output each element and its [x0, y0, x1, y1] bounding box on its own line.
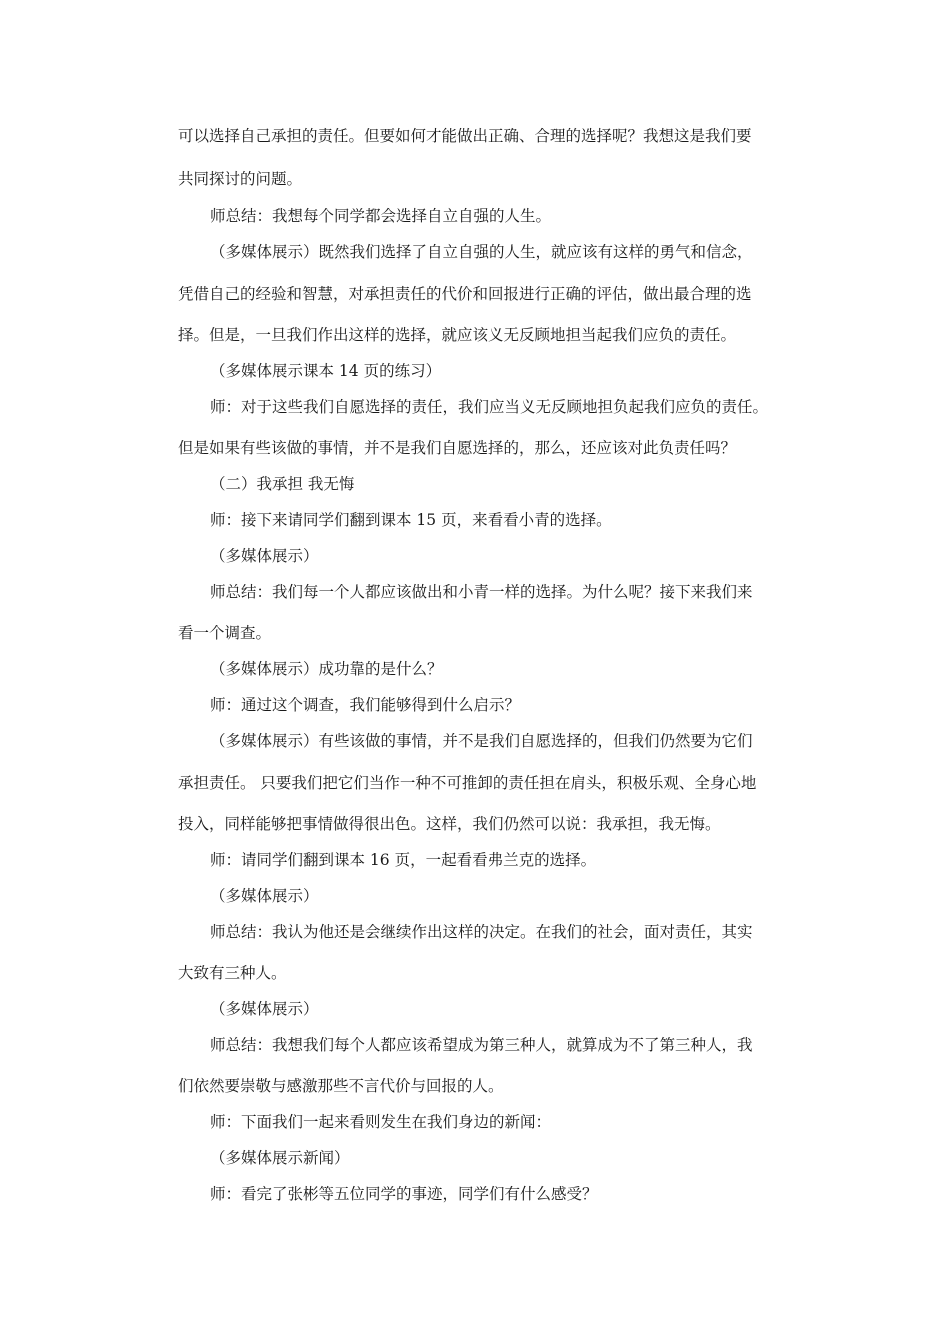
- text-line: （多媒体展示课本 14 页的练习）: [210, 362, 442, 380]
- text-line: 承担责任。 只要我们把它们当作一种不可推卸的责任担在肩头，积极乐观、全身心地: [178, 774, 757, 792]
- text-line: 师：下面我们一起来看则发生在我们身边的新闻：: [210, 1113, 552, 1131]
- text-line: （多媒体展示）成功靠的是什么？: [210, 660, 443, 678]
- text-line: （多媒体展示）既然我们选择了自立自强的人生，就应该有这样的勇气和信念，: [210, 243, 753, 261]
- text-line: 共同探讨的问题。: [178, 170, 303, 188]
- text-line: 师总结：我认为他还是会继续作出这样的决定。在我们的社会，面对责任，其实: [210, 923, 753, 941]
- text-line: 凭借自己的经验和智慧，对承担责任的代价和回报进行正确的评估，做出最合理的选: [178, 285, 752, 303]
- text-line: 师：通过这个调查，我们能够得到什么启示？: [210, 696, 521, 714]
- text-line: 们依然要崇敬与感激那些不言代价与回报的人。: [178, 1077, 504, 1095]
- text-line: 师总结：我们每一个人都应该做出和小青一样的选择。为什么呢？接下来我们来: [210, 583, 753, 601]
- text-line: 择。但是，一旦我们作出这样的选择，就应该义无反顾地担当起我们应负的责任。: [178, 326, 737, 344]
- text-line: （多媒体展示）: [210, 547, 319, 565]
- text-line: 投入，同样能够把事情做得很出色。这样，我们仍然可以说：我承担，我无悔。: [178, 815, 721, 833]
- text-line: 师总结：我想每个同学都会选择自立自强的人生。: [210, 207, 552, 225]
- text-line: （多媒体展示）有些该做的事情，并不是我们自愿选择的，但我们仍然要为它们: [210, 732, 753, 750]
- text-line: 大致有三种人。: [178, 964, 287, 982]
- text-line: 看一个调查。: [178, 624, 272, 642]
- text-line: （二）我承担 我无悔: [210, 475, 355, 493]
- text-line: 师总结：我想我们每个人都应该希望成为第三种人，就算成为不了第三种人，我: [210, 1036, 753, 1054]
- text-line: 师：对于这些我们自愿选择的责任，我们应当义无反顾地担负起我们应负的责任。: [210, 398, 769, 416]
- text-line: （多媒体展示）: [210, 1000, 319, 1018]
- text-line: （多媒体展示新闻）: [210, 1149, 350, 1167]
- text-line: 师：看完了张彬等五位同学的事迹，同学们有什么感受？: [210, 1185, 598, 1203]
- text-line: （多媒体展示）: [210, 887, 319, 905]
- text-line: 可以选择自己承担的责任。但要如何才能做出正确、合理的选择呢？我想这是我们要: [178, 127, 752, 145]
- text-line: 但是如果有些该做的事情，并不是我们自愿选择的，那么，还应该对此负责任吗？: [178, 439, 737, 457]
- text-line: 师：请同学们翻到课本 16 页，一起看看弗兰克的选择。: [210, 851, 597, 869]
- text-line: 师：接下来请同学们翻到课本 15 页，来看看小青的选择。: [210, 511, 612, 529]
